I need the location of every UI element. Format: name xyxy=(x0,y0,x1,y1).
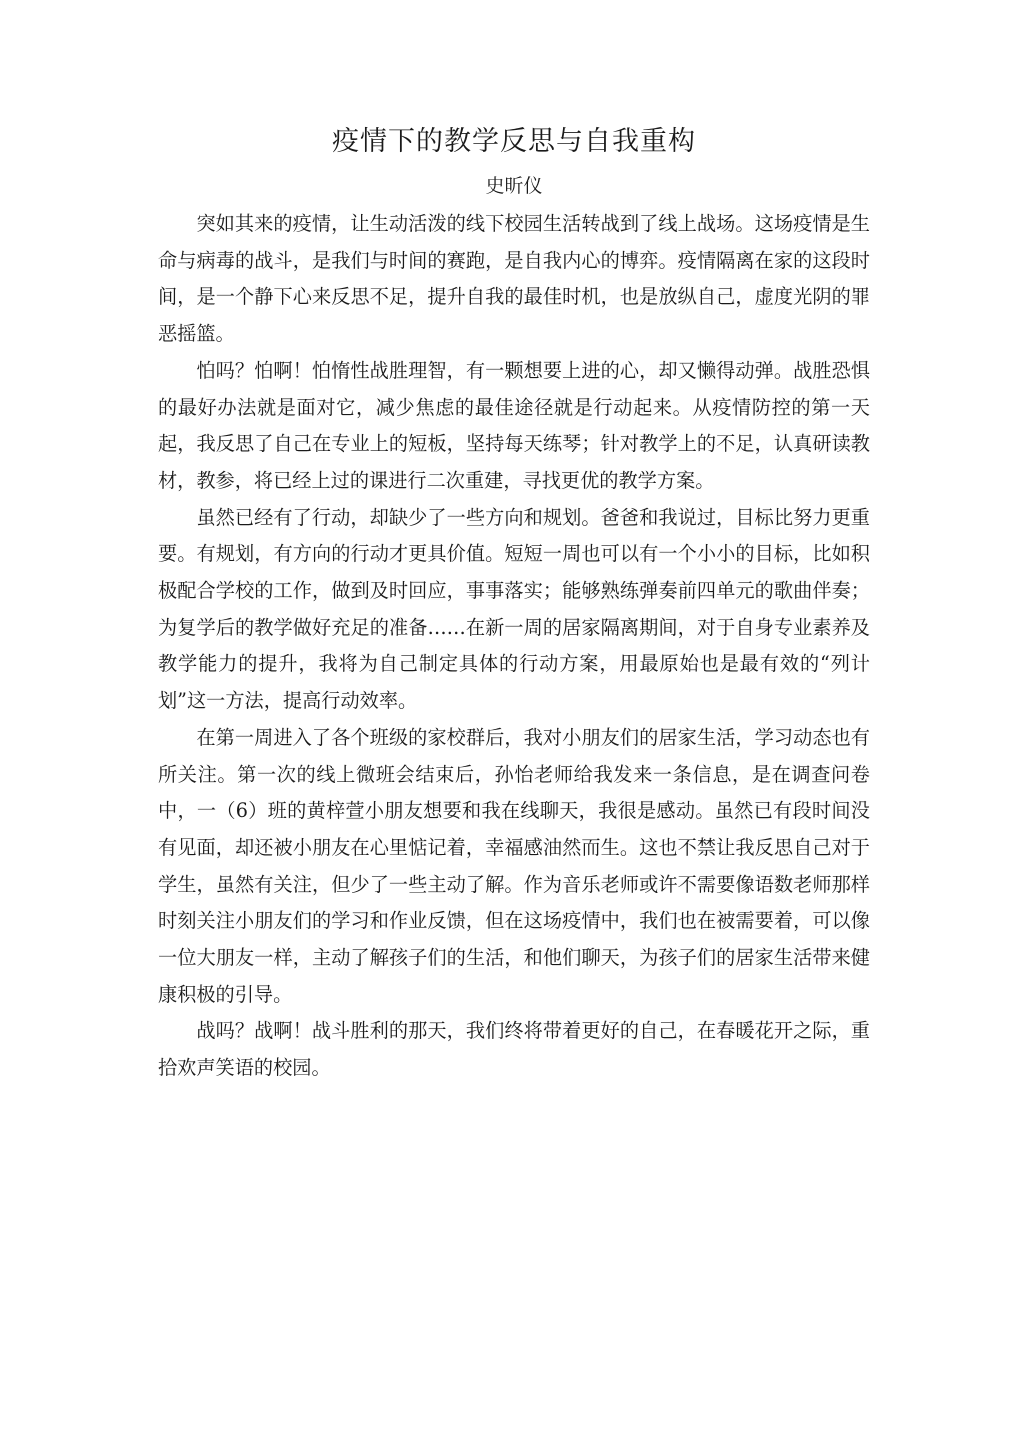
paragraph-5: 战吗？战啊！战斗胜利的那天，我们终将带着更好的自己，在春暖花开之际，重拾欢声笑语的校园。 xyxy=(158,1019,870,1080)
paragraph-3: 虽然已经有了行动，却缺少了一些方向和规划。爸爸和我说过，目标比努力更重要。有规划，有方向的行动才更具价值。短短一周也可以有一个小小的目标，比如积极配合学校的工作，做到及时回应，事事落实；能够熟练弹奏前四单元的歌曲伴奏；为复学后的教学做好充足的准备……在新一周的居家隔离期间，对于自身专业素养及教学能力的提升，我将为自己制定具体的行动方案，用最原始也是最有效的“列计划”这一方法，提高行动效率。 xyxy=(158,505,870,713)
paragraph-1: 突如其来的疫情，让生动活泼的线下校园生活转战到了线上战场。这场疫情是生命与病毒的战斗，是我们与时间的赛跑，是自我内心的博弈。疫情隔离在家的这段时间，是一个静下心来反思不足，提升自我的最佳时机，也是放纵自己，虚度光阴的罪恶摇篮。 xyxy=(158,212,870,346)
document-author: 史昕仪 xyxy=(485,175,543,197)
paragraph-2: 怕吗？怕啊！怕惰性战胜理智，有一颗想要上进的心，却又懒得动弹。战胜恐惧的最好办法就是面对它，减少焦虑的最佳途径就是行动起来。从疫情防控的第一天起，我反思了自己在专业上的短板，坚持每天练琴；针对教学上的不足，认真研读教材，教参，将已经上过的课进行二次重建，寻找更优的教学方案。 xyxy=(158,358,870,492)
document-title: 疫情下的教学反思与自我重构 xyxy=(332,126,696,157)
document-body xyxy=(158,118,870,1087)
paragraph-4: 在第一周进入了各个班级的家校群后，我对小朋友们的居家生活，学习动态也有所关注。第一次的线上微班会结束后，孙怡老师给我发来一条信息，是在调查问卷中，一（6）班的黄梓萱小朋友想要和我在线聊天，我很是感动。虽然已有段时间没有见面，却还被小朋友在心里惦记着，幸福感油然而生。这也不禁让我反思自己对于学生，虽然有关注，但少了一些主动了解。作为音乐老师或许不需要像语数老师那样时刻关注小朋友们的学习和作业反馈，但在这场疫情中，我们也在被需要着，可以像一位大朋友一样，主动了解孩子们的生活，和他们聊天，为孩子们的居家生活带来健康积极的引导。 xyxy=(158,725,870,1006)
